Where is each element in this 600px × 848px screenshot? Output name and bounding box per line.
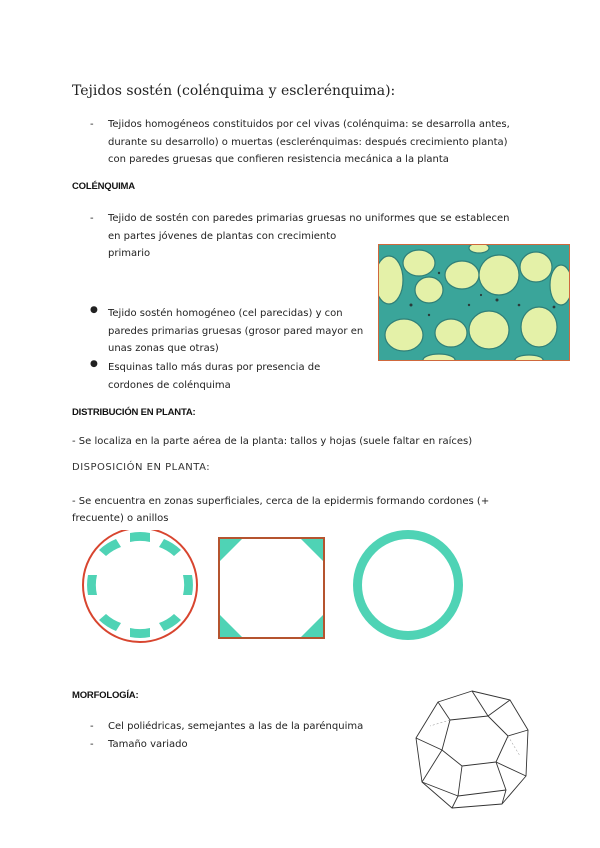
section-heading-colenquima: COLÉNQUIMA bbox=[72, 181, 135, 192]
morfologia-item: Cel poliédricas, semejantes a las de la parénquima bbox=[108, 721, 364, 732]
bullet-dot-icon: ● bbox=[90, 305, 98, 315]
bullet-line: Tejido sostén homogéneo (cel parecidas) y con bbox=[108, 308, 343, 319]
distribucion-text: - Se localiza en la parte aérea de la planta: tallos y hojas (suele faltar en raíces) bbox=[72, 436, 473, 447]
dash-marker: - bbox=[90, 721, 94, 732]
ring-diagram bbox=[353, 530, 463, 640]
bullet-line: Esquinas tallo más duras por presencia de bbox=[108, 362, 321, 373]
colenquima-micrograph bbox=[378, 244, 570, 361]
disposicion-line: - Se encuentra en zonas superficiales, cerca de la epidermis formando cordones (+ bbox=[72, 496, 490, 507]
intro-line: durante su desarrollo) o muertas (esclerénquimas: después crecimiento planta) bbox=[108, 136, 508, 148]
bullet-line: unas zonas que otras) bbox=[108, 343, 219, 354]
bullet-line: cordones de colénquima bbox=[108, 379, 231, 391]
section-heading-distribucion: DISTRIBUCIÓN EN PLANTA: bbox=[72, 407, 196, 418]
polyhedral-cell-illustration bbox=[410, 686, 540, 816]
bullet-line: paredes primarias gruesas (grosor pared mayor en bbox=[108, 325, 364, 337]
dash-marker: - bbox=[90, 119, 94, 130]
page-title: Tejidos sostén (colénquima y esclerénquima): bbox=[72, 83, 396, 99]
disposicion-line: frecuente) o anillos bbox=[72, 513, 169, 524]
micrograph-svg bbox=[379, 245, 570, 361]
section-heading-disposicion: DISPOSICIÓN EN PLANTA: bbox=[72, 462, 211, 473]
section-heading-morfologia: MORFOLOGÍA: bbox=[72, 690, 139, 701]
corners-diagram bbox=[219, 538, 324, 638]
definition-line: Tejido de sostén con paredes primarias gruesas no uniformes que se establecen bbox=[108, 213, 510, 224]
cordones-diagram bbox=[83, 530, 197, 642]
definition-line: primario bbox=[108, 248, 151, 259]
morfologia-item: Tamaño variado bbox=[108, 739, 188, 750]
intro-line: con paredes gruesas que confieren resistencia mecánica a la planta bbox=[108, 154, 449, 165]
bullet-dot-icon: ● bbox=[90, 359, 98, 369]
dash-marker: - bbox=[90, 739, 94, 750]
disposition-diagrams bbox=[70, 530, 480, 650]
intro-line: Tejidos homogéneos constituidos por cel vivas (colénquima: se desarrolla antes, bbox=[108, 119, 510, 130]
definition-line: en partes jóvenes de plantas con crecimiento bbox=[108, 230, 337, 242]
dash-marker: - bbox=[90, 213, 94, 224]
